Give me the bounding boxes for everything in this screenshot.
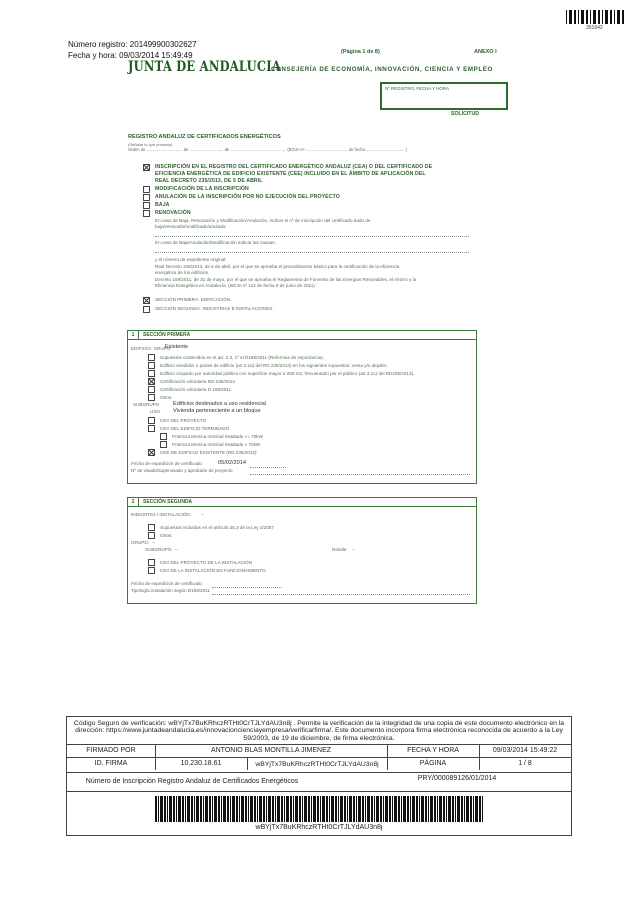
- datetime-label: FECHA Y HORA: [407, 747, 459, 755]
- s2-item-1-checkbox[interactable]: [148, 524, 155, 531]
- registry-box-label: Nº REGISTRO, FECHA Y HORA: [385, 86, 449, 91]
- barcode-bar: [367, 796, 370, 822]
- barcode-bar: [304, 796, 307, 822]
- barcode-bar: [439, 796, 442, 822]
- barcode-bar: [239, 796, 240, 822]
- form-subtitle: (Señalar lo que proceda): [128, 142, 173, 147]
- barcode-bar: [331, 796, 334, 822]
- s2-subgroup-value: --: [175, 547, 179, 552]
- renewal-text-2: baja/renovado/modificado/anulado:: [155, 224, 227, 229]
- s1-issue-value: 05/02/2014: [218, 460, 246, 466]
- s1-use-label: USO: [150, 409, 160, 414]
- s1-item-6-label: Otros:: [160, 395, 173, 400]
- s1-power-2[interactable]: [160, 441, 260, 448]
- barcode-bar: [203, 796, 204, 822]
- s1-issue-dotline: [250, 467, 286, 468]
- section2-header: [128, 498, 476, 507]
- barcode-bar: [320, 796, 321, 822]
- barcode-bar: [610, 10, 612, 24]
- barcode-bar: [281, 796, 283, 822]
- s1-item-5-label: Certificación voluntaria D 169/2011: [160, 387, 232, 392]
- barcode-bar: [622, 10, 624, 24]
- s2-cert-1-checkbox[interactable]: [148, 559, 155, 566]
- datetime-value: 09/03/2014 15:49:22: [492, 747, 558, 755]
- s1-cee-checkbox[interactable]: [148, 449, 155, 456]
- barcode-bar: [322, 796, 325, 822]
- barcode-bar: [349, 796, 352, 822]
- s2-item-2-checkbox[interactable]: [148, 532, 155, 539]
- barcode-bar: [383, 796, 384, 822]
- barcode-bar: [266, 796, 267, 822]
- barcode-bar: [574, 10, 576, 24]
- registry-box: [380, 82, 508, 110]
- barcode-bar: [412, 796, 415, 822]
- s1-subgroup-value: Edificios destinados a uso residencial: [173, 401, 266, 407]
- registry-datetime-stamp: Fecha y hora: 09/03/2014 15:49:49: [68, 51, 193, 60]
- barcode-bar: [470, 796, 472, 822]
- barcode-bar: [389, 796, 391, 822]
- barcode-bar: [358, 796, 361, 822]
- s1-item-6-checkbox[interactable]: [148, 394, 155, 401]
- verification-text: Código Seguro de verificación: wBYjTx7BuKRhczRTHt0CrTJLYdAU3n8j . Permite la verificación de la integridad de una copia de este documento electrónico en la dirección: https://www.juntadeandalucia.es/innovacioncienciayempresa/verificarfirma/. Este documento incorpora firma electrónica reconocida de acuerdo a la Ley 59/2003, de 19 de diciembre, de firma electrónica.: [73, 720, 565, 742]
- s2-cert-2-label: CEA DE LA INSTALACIÓN EN FUNCIONAMIENTO: [160, 568, 266, 573]
- expediente-text-3: energética de los edificios.: [155, 270, 210, 275]
- barcode-bar: [446, 796, 447, 822]
- barcode-bar: [272, 796, 274, 822]
- s1-item-3[interactable]: [148, 370, 414, 377]
- barcode-bar: [598, 10, 600, 24]
- barcode-bar: [313, 796, 316, 822]
- barcode-bar: [329, 796, 330, 822]
- s1-group-label: EDIFICIO. GRUPO:: [131, 346, 172, 351]
- barcode-bar: [250, 796, 253, 822]
- barcode-bar: [232, 796, 235, 822]
- barcode-bar: [340, 796, 343, 822]
- barcode-bar: [268, 796, 271, 822]
- barcode-bar: [419, 796, 420, 822]
- barcode-bar: [362, 796, 364, 822]
- barcode-bar: [326, 796, 328, 822]
- barcode-bar: [167, 796, 168, 822]
- expediente-text-2: Real Decreto 235/2013, de 5 de abril, por el que se aprueba el procedimiento básico para la certificación de la eficiencia: [155, 264, 400, 269]
- barcode-bar: [275, 796, 276, 822]
- barcode-bar: [178, 796, 181, 822]
- barcode-bar: [437, 796, 438, 822]
- barcode-bar: [212, 796, 213, 822]
- s2-detail-value: --: [352, 547, 356, 552]
- s2-typology-dotline: [212, 594, 470, 595]
- barcode-bar: [290, 796, 292, 822]
- s1-item-6[interactable]: [148, 394, 173, 401]
- section1-title: SECCIÓN PRIMERA: [143, 332, 191, 338]
- s2-item-2-label: Otros:: [160, 533, 173, 538]
- request-label: SOLICITUD: [451, 111, 479, 117]
- barcode-bar: [317, 796, 319, 822]
- barcode-bar: [160, 796, 163, 822]
- s1-cert-2[interactable]: [148, 425, 229, 432]
- barcode-bar: [401, 796, 402, 822]
- s1-cee[interactable]: [148, 449, 257, 456]
- id-value: 10.230.18.61: [180, 760, 222, 768]
- s1-use-value: Vivienda perteneciente a un bloque: [173, 408, 261, 414]
- footer-barcode-text: wBYjTx7BuKRhczRTHt0CrTJLYdAU3n8j: [255, 824, 383, 832]
- barcode-bar: [200, 796, 202, 822]
- baja-text: En caso de Baja/Anulación/Modificación indicar las causas:: [155, 240, 276, 245]
- s1-item-2-label: Edificio vendidos o partes de edificio (art 2.1a) del RD 235/2013) en los siguientes supuestos: venta y/o alquiler.: [160, 363, 388, 368]
- barcode-bar: [464, 796, 465, 822]
- s1-item-1-label: Supuestos contenidos en el art. 2.3, 1º el D169/2011 (Reformas de importancia).: [160, 355, 324, 360]
- barcode-bar: [311, 796, 312, 822]
- page-indicator: (Página 1 de 8): [341, 49, 380, 55]
- barcode-bar: [205, 796, 208, 822]
- barcode-bar: [586, 10, 588, 24]
- barcode-bar: [605, 10, 608, 24]
- option-baja-checkbox[interactable]: [143, 202, 150, 209]
- section2-checkbox[interactable]: [143, 306, 150, 313]
- top-barcode-bars: [566, 10, 626, 24]
- barcode-bar: [410, 796, 411, 822]
- barcode-bar: [344, 796, 346, 822]
- barcode-bar: [466, 796, 469, 822]
- s2-cert-1[interactable]: [148, 559, 252, 566]
- registry-value: PRY/000089126/01/2014: [417, 775, 497, 783]
- footer-barcode: [155, 796, 485, 822]
- s1-cert-1-checkbox[interactable]: [148, 417, 155, 424]
- barcode-bar: [173, 796, 175, 822]
- barcode-bar: [227, 796, 229, 822]
- s1-group-value: Existente: [165, 344, 189, 350]
- id-label: ID. FIRMA: [94, 760, 128, 768]
- barcode-bar: [356, 796, 357, 822]
- barcode-bar: [421, 796, 424, 822]
- barcode-bar: [473, 796, 474, 822]
- option-inscription-cont-2: REAL DECRETO 235/2013, DE 5 DE ABRIL: [155, 178, 263, 184]
- barcode-bar: [259, 796, 262, 822]
- barcode-bar: [590, 10, 591, 24]
- s2-subgroup-label: SUBGRUPO:: [145, 547, 173, 552]
- barcode-bar: [221, 796, 222, 822]
- barcode-bar: [245, 796, 247, 822]
- s1-item-1-checkbox[interactable]: [148, 354, 155, 361]
- barcode-bar: [407, 796, 409, 822]
- barcode-bar: [169, 796, 172, 822]
- barcode-bar: [302, 796, 303, 822]
- barcode-bar: [293, 796, 294, 822]
- barcode-bar: [461, 796, 463, 822]
- barcode-bar: [155, 796, 157, 822]
- barcode-bar: [578, 10, 579, 24]
- section1-number: 1: [128, 331, 139, 339]
- barcode-bar: [392, 796, 393, 822]
- barcode-bar: [403, 796, 406, 822]
- s1-visa-label: Nº de visado/supervisado y aprobado de proyecto: [131, 468, 233, 473]
- barcode-bar: [430, 796, 433, 822]
- barcode-bar: [194, 796, 195, 822]
- barcode-bar: [566, 10, 567, 24]
- barcode-bar: [448, 796, 451, 822]
- s1-subgroup-label: SUBGRUPO: [133, 402, 160, 407]
- barcode-bar: [394, 796, 397, 822]
- s1-item-3-checkbox[interactable]: [148, 370, 155, 377]
- barcode-bar: [380, 796, 382, 822]
- barcode-bar: [425, 796, 427, 822]
- barcode-bar: [277, 796, 280, 822]
- barcode-bar: [385, 796, 388, 822]
- barcode-bar: [196, 796, 199, 822]
- barcode-bar: [416, 796, 418, 822]
- option-annulment-checkbox[interactable]: [143, 194, 150, 201]
- barcode-bar: [398, 796, 400, 822]
- barcode-bar: [428, 796, 429, 822]
- renewal-text-1: En caso de Baja, Renovación y Modificación/Anulación, indicar el nº de inscripción del certificado dado de: [155, 218, 371, 223]
- barcode-bar: [602, 10, 603, 24]
- barcode-bar: [185, 796, 186, 822]
- s1-issue-label: Fecha de expedición de certificado: [131, 461, 202, 466]
- barcode-bar: [457, 796, 460, 822]
- s2-industry-label: INDUSTRIA / INSTALACIÓN:: [131, 512, 191, 517]
- s1-item-4-label: Certificación voluntaria RD 235/2013: [160, 379, 235, 384]
- annex-label: ANEXO I: [474, 49, 497, 55]
- s2-item-1[interactable]: [148, 524, 274, 531]
- expediente-text-1: y el número de expediente original:: [155, 257, 227, 262]
- barcode-bar: [295, 796, 298, 822]
- ministry-name: CONSEJERÍA DE ECONOMÍA, INNOVACIÓN, CIENCIA Y EMPLEO: [271, 66, 493, 73]
- junta-logo: JUNTA DE ANDALUCIA: [128, 59, 282, 75]
- barcode-bar: [434, 796, 436, 822]
- barcode-bar: [214, 796, 217, 822]
- option-inscription-checkbox[interactable]: [143, 164, 150, 171]
- baja-dotline: [155, 252, 469, 253]
- s1-power-2-label: Potencia térmica nominal instalada > 70kW: [172, 442, 261, 447]
- s1-power-1-checkbox[interactable]: [160, 433, 167, 440]
- barcode-bar: [443, 796, 445, 822]
- s1-item-2-checkbox[interactable]: [148, 362, 155, 369]
- option-inscription-cont-1: EFICIENCIA ENERGÉTICA DE EDIFICIO EXISTENTE (CEE) INCLUIDO EN EL ÁMBITO DE APLICACIÓN DEL: [155, 171, 426, 177]
- s2-typology-label: Tipología instalación según D169/2011: [131, 588, 210, 593]
- barcode-bar: [257, 796, 258, 822]
- section2-option-label: SECCIÓN SEGUNDA. INDUSTRIAS E INSTALACIONES.: [155, 306, 274, 311]
- barcode-bar: [218, 796, 220, 822]
- s1-cee-label: CEE DE EDIFICIO EXISTENTE (RD 235/2013): [160, 450, 257, 455]
- signed-by-value: ANTONIO BLAS MONTILLA JIMENEZ: [210, 747, 332, 755]
- s1-cert-2-label: CEA DEL EDIFICIO TERMINADO: [160, 426, 230, 431]
- s1-item-4-checkbox[interactable]: [148, 378, 155, 385]
- barcode-bar: [191, 796, 193, 822]
- s2-group-label: GRUPO:: [131, 540, 150, 545]
- barcode-bar: [353, 796, 355, 822]
- signed-by-label: FIRMADO POR: [86, 747, 136, 755]
- expediente-text-5: Eficiencia Energética en Andalucía. (BOJA nº 112 de fecha 9 de junio de 2011): [155, 283, 315, 288]
- barcode-bar: [254, 796, 256, 822]
- barcode-bar: [335, 796, 337, 822]
- s2-item-2[interactable]: [148, 532, 173, 539]
- barcode-bar: [299, 796, 301, 822]
- s2-cert-1-label: CEA DEL PROYECTO DE LA INSTALACIÓN: [160, 560, 253, 565]
- barcode-bar: [230, 796, 231, 822]
- order-line: Orden de ............................... de ............................. de ................................................ (BOJA nº .................................... de fecha ................................. ): [128, 147, 407, 152]
- option-inscription-label: INSCRIPCIÓN EN EL REGISTRO DEL CERTIFICADO ENERGÉTICO ANDALUZ (CEA) O DEL CERTIFICADO DE: [155, 164, 433, 170]
- s1-cert-1[interactable]: [148, 417, 206, 424]
- barcode-bar: [475, 796, 478, 822]
- barcode-bar: [223, 796, 226, 822]
- s1-item-5[interactable]: [148, 386, 231, 393]
- option-modification-checkbox[interactable]: [143, 186, 150, 193]
- s1-cert-1-label: CEA DEL PROYECTO: [160, 418, 207, 423]
- s2-issue-dotline: [212, 587, 282, 588]
- section1-option-label: SECCIÓN PRIMERA. EDIFICACIÓN.: [155, 297, 232, 302]
- barcode-bar: [209, 796, 211, 822]
- barcode-bar: [452, 796, 454, 822]
- barcode-bar: [374, 796, 375, 822]
- option-renewal-label: RENOVACIÓN: [155, 210, 191, 216]
- form-title: REGISTRO ANDALUZ DE CERTIFICADOS ENERGÉTICOS: [128, 134, 281, 140]
- barcode-bar: [182, 796, 184, 822]
- expediente-text-4: Decreto 169/2011, de 31 de mayo, por el que se aprueba el Reglamento de Fomento de las Energías Renovables, el Ahorro y la: [155, 277, 417, 282]
- s1-power-1[interactable]: [160, 433, 263, 440]
- option-baja-label: BAJA: [155, 202, 170, 208]
- s2-issue-label: Fecha de expedición de certificado: [131, 581, 202, 586]
- section1-header: [128, 331, 476, 340]
- registry-number-stamp: Número registro: 201499900302627: [68, 40, 197, 49]
- renewal-dotline: [155, 236, 469, 237]
- top-barcode-number: 351642: [586, 25, 603, 31]
- barcode-bar: [248, 796, 249, 822]
- barcode-bar: [482, 796, 483, 822]
- s1-item-1[interactable]: [148, 354, 324, 361]
- barcode-bar: [241, 796, 244, 822]
- s1-cert-2-checkbox[interactable]: [148, 425, 155, 432]
- s1-visa-dotline: [250, 474, 470, 475]
- option-modification-label: MODIFICACIÓN DE LA INSCRIPCIÓN: [155, 186, 249, 192]
- barcode-bar: [371, 796, 373, 822]
- s1-item-4[interactable]: [148, 378, 235, 385]
- s2-item-1-label: Supuestos incluidos en el artículo 25.3 de la Ley 2/2007: [160, 525, 274, 530]
- page-value: 1 / 8: [518, 760, 532, 768]
- registry-label: Número de Inscripción Registro Andaluz de Certificados Energéticos: [85, 778, 299, 786]
- barcode-bar: [365, 796, 366, 822]
- barcode-bar: [263, 796, 265, 822]
- barcode-bar: [308, 796, 310, 822]
- section2-number: 2: [128, 498, 139, 506]
- barcode-bar: [376, 796, 379, 822]
- barcode-bar: [614, 10, 615, 24]
- barcode-bar: [593, 10, 596, 24]
- barcode-bar: [284, 796, 285, 822]
- barcode-bar: [617, 10, 620, 24]
- section1-checkbox[interactable]: [143, 297, 150, 304]
- s1-item-3-label: Edificio ocupado por autoridad pública con superficie mayor a 250 m2, frecuentado por el público (art 2.1c) del RD235/2013).: [160, 371, 415, 376]
- barcode-bar: [187, 796, 190, 822]
- footer-rule-4: [67, 791, 571, 792]
- barcode-bar: [581, 10, 584, 24]
- barcode-bar: [479, 796, 481, 822]
- s2-detail-label: Detalle:: [332, 547, 348, 552]
- barcode-bar: [569, 10, 572, 24]
- barcode-bar: [455, 796, 456, 822]
- s2-group-value: --: [152, 540, 156, 545]
- barcode-bar: [164, 796, 166, 822]
- option-annulment-label: ANULACIÓN DE LA INSCRIPCIÓN POR NO EJECUCIÓN DEL PROYECTO: [155, 194, 340, 200]
- top-barcode: [566, 10, 626, 24]
- s2-cert-2[interactable]: [148, 567, 266, 574]
- barcode-bar: [286, 796, 289, 822]
- s2-cert-2-checkbox[interactable]: [148, 567, 155, 574]
- option-renewal-checkbox[interactable]: [143, 210, 150, 217]
- s1-power-1-label: Potencia térmica nominal instalada <= 70kW: [172, 434, 263, 439]
- code-value: wBYjTx7BuKRhczRTHt0CrTJLYdAU3n8j: [255, 761, 379, 769]
- section2-title: SECCIÓN SEGUNDA: [143, 499, 193, 505]
- barcode-bar: [236, 796, 238, 822]
- s1-item-5-checkbox[interactable]: [148, 386, 155, 393]
- s1-power-2-checkbox[interactable]: [160, 441, 167, 448]
- page-label: PÁGINA: [419, 760, 447, 768]
- barcode-bar: [176, 796, 177, 822]
- s1-item-2[interactable]: [148, 362, 388, 369]
- barcode-bar: [158, 796, 159, 822]
- barcode-bar: [347, 796, 348, 822]
- barcode-bar: [338, 796, 339, 822]
- signature-footer: [66, 716, 572, 836]
- s2-industry-value: --: [201, 512, 205, 517]
